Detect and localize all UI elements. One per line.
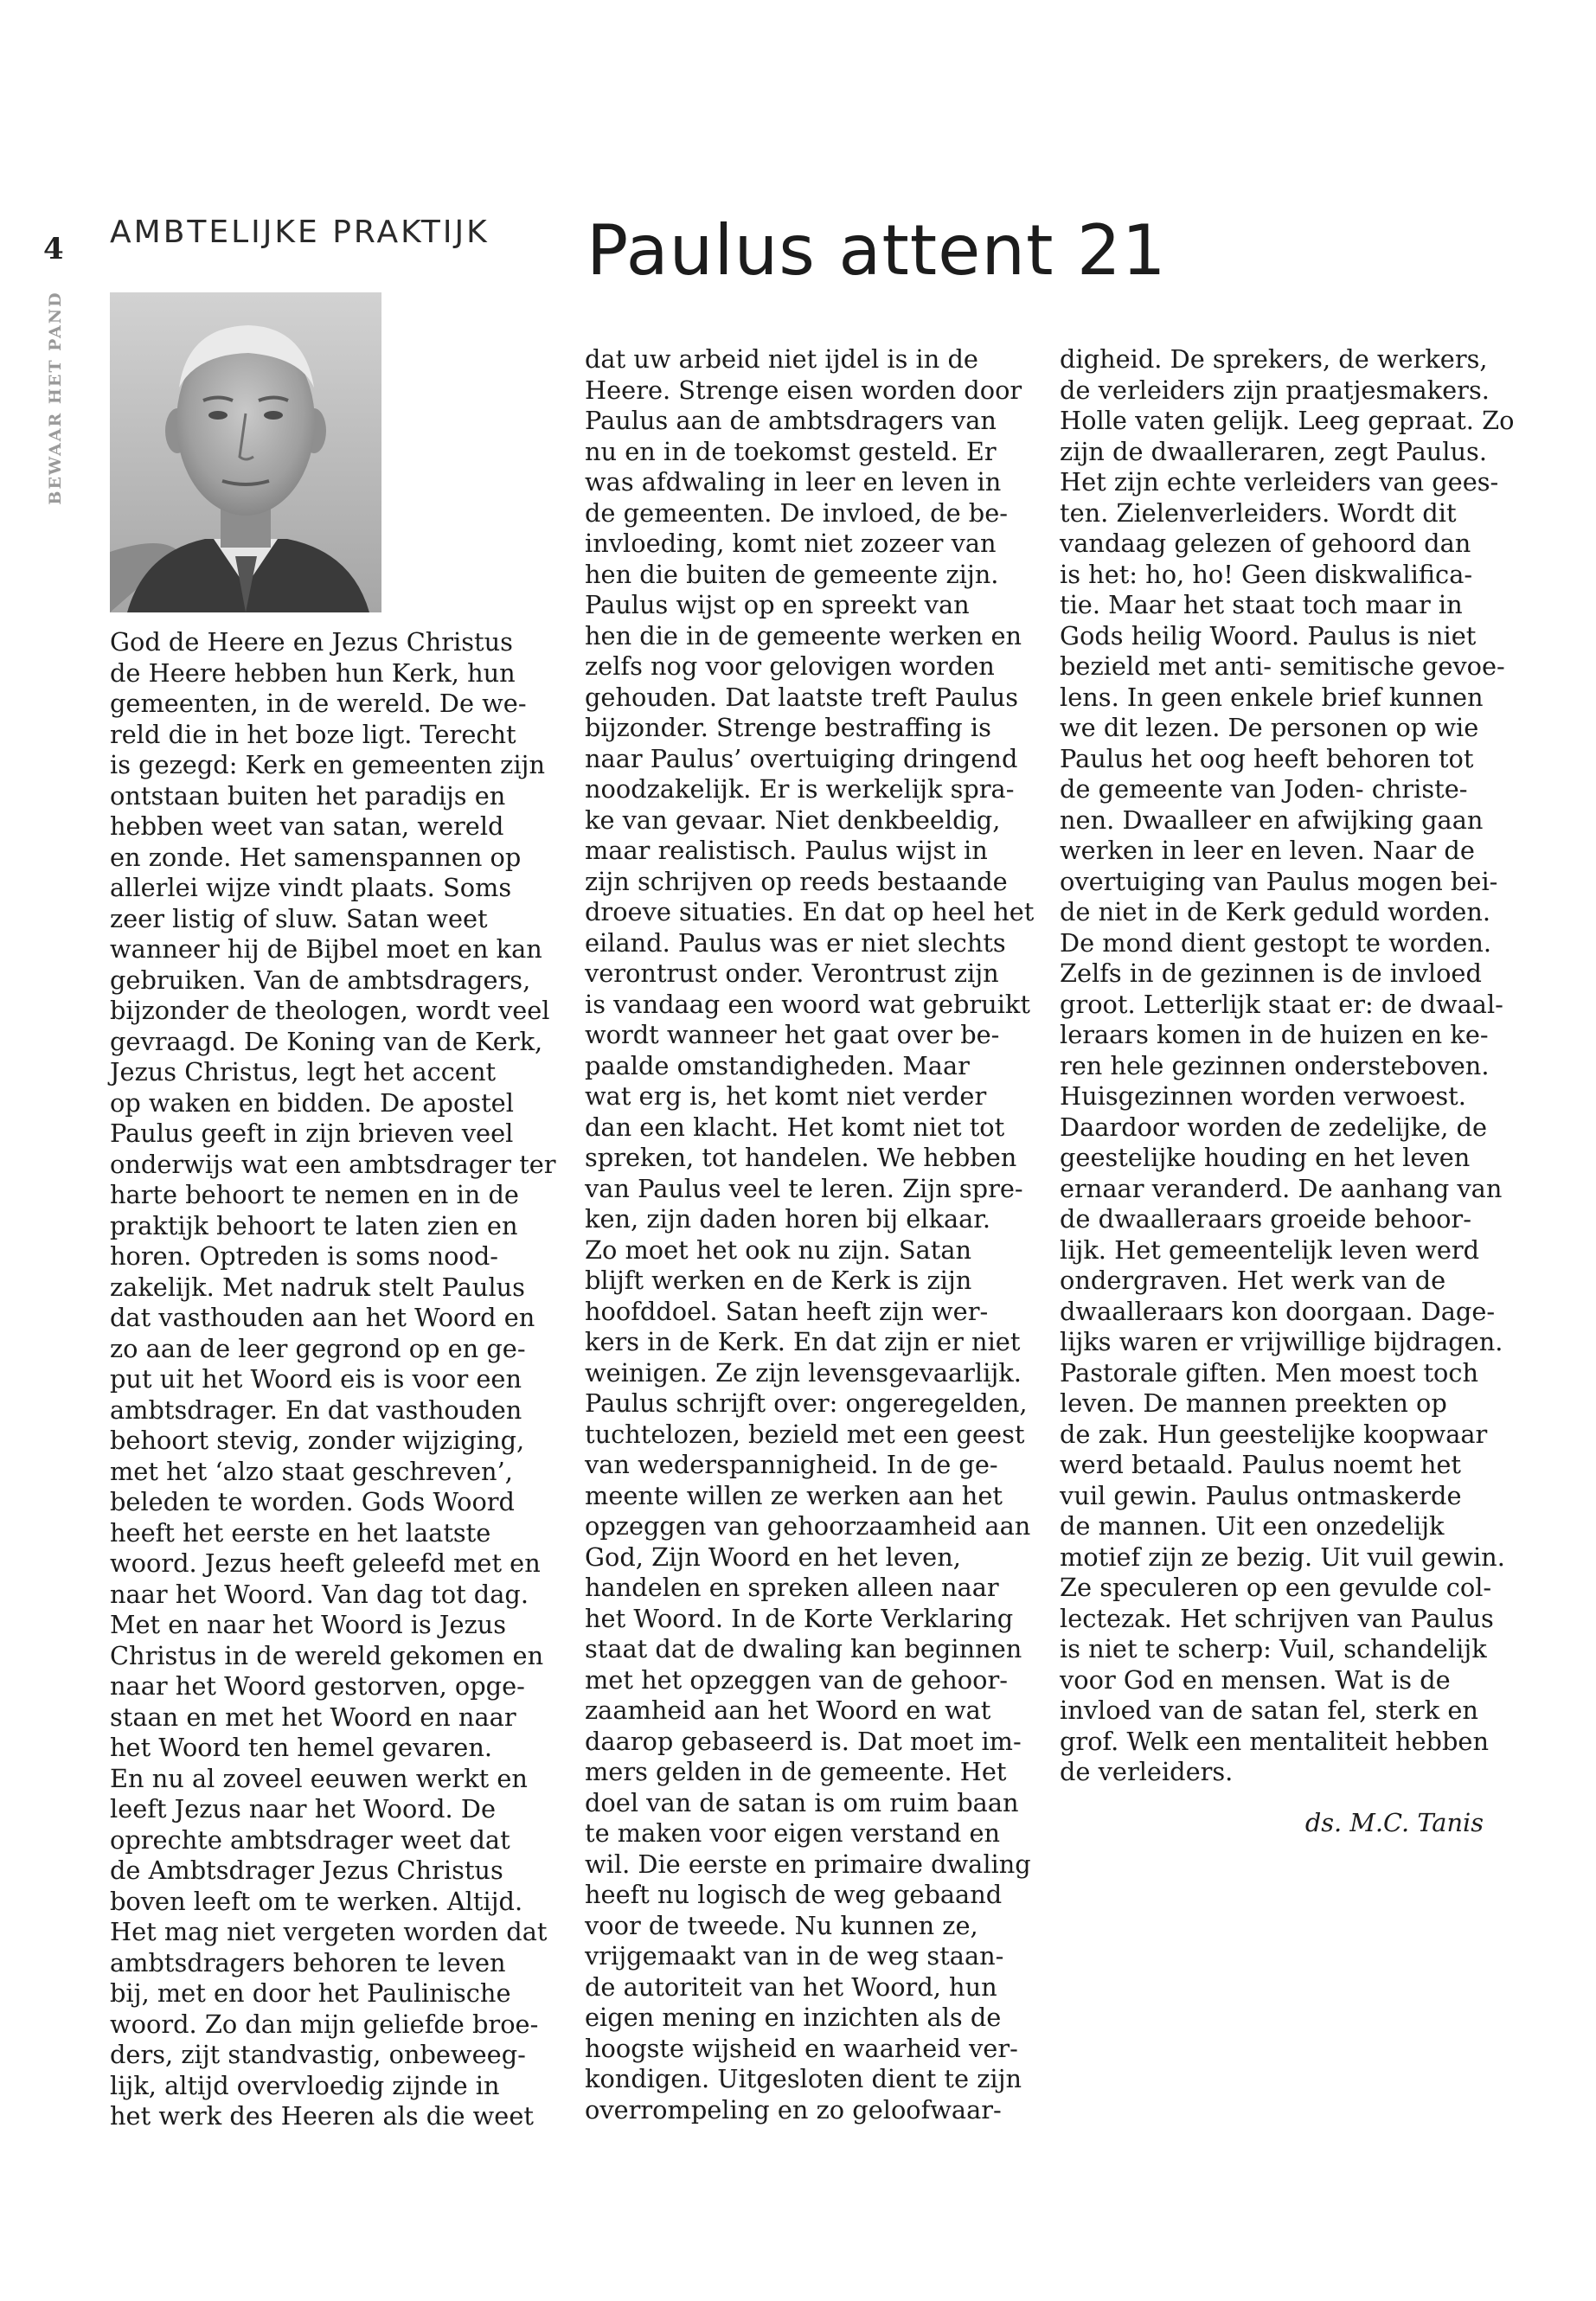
text-line: staan en met het Woord en naar <box>110 1702 516 1732</box>
text-line: de zak. Hun geestelijke koopwaar <box>1060 1419 1488 1449</box>
text-line: zijn schrijven op reeds bestaande <box>585 866 1008 896</box>
text-line: de autoriteit van het Woord, hun <box>585 1971 997 2002</box>
text-line: God de Heere en Jezus Christus <box>110 627 513 657</box>
text-line: leven. De mannen preekten op <box>1060 1388 1447 1418</box>
text-line: lijk. Het gemeentelijk leven werd <box>1060 1234 1480 1265</box>
text-line: was afdwaling in leer en leven in <box>585 467 1002 497</box>
text-line: spreken, tot handelen. We hebben <box>585 1143 1017 1172</box>
text-line: mers gelden in de gemeente. Het <box>585 1757 1007 1786</box>
text-line: allerlei wijze vindt plaats. Soms <box>110 873 512 902</box>
text-line: hoogste wijsheid en waarheid ver- <box>585 2033 1018 2063</box>
text-line: het werk des Heeren als die weet <box>110 2101 534 2131</box>
text-line: wil. Die eerste en primaire dwaling <box>585 1849 1031 1879</box>
text-line: hebben weet van satan, wereld <box>110 811 504 841</box>
text-line: vuil gewin. Paulus ontmaskerde <box>1060 1480 1462 1510</box>
text-line: Zo moet het ook nu zijn. Satan <box>585 1234 972 1265</box>
text-line: we dit lezen. De personen op wie <box>1060 713 1479 742</box>
text-line: werken in leer en leven. Naar de <box>1060 836 1475 865</box>
text-line: dwaalleraars kon doorgaan. Dage- <box>1060 1296 1496 1326</box>
text-line: zakelijk. Met nadruk stelt Paulus <box>110 1272 525 1302</box>
text-line: ernaar veranderd. De aanhang van <box>1060 1173 1503 1203</box>
text-line: Het zijn echte verleiders van gees- <box>1060 467 1499 497</box>
text-line: ontstaan buiten het paradijs en <box>110 780 506 811</box>
text-line: lijk, altijd overvloedig zijnde in <box>110 2070 500 2100</box>
text-line: bij, met en door het Paulinische <box>110 1978 511 2008</box>
text-line: nen. Dwaalleer en afwijking gaan <box>1060 804 1484 835</box>
text-line: paalde omstandigheden. Maar <box>585 1050 970 1080</box>
text-line: noodzakelijk. Er is werkelijk spra- <box>585 774 1015 804</box>
text-line: de verleiders. <box>1060 1757 1234 1786</box>
text-line: en zonde. Het samenspannen op <box>110 842 522 872</box>
text-line: kondigen. Uitgesloten dient te zijn <box>585 2064 1022 2093</box>
text-line: onderwijs wat een ambtsdrager ter <box>110 1149 556 1179</box>
text-line: zijn de dwaalleraren, zegt Paulus. <box>1060 436 1487 466</box>
text-line: hen die buiten de gemeente zijn. <box>585 559 999 589</box>
author-portrait-photo <box>110 292 381 612</box>
text-line: Paulus wijst op en spreekt van <box>585 590 970 619</box>
text-line: van Paulus veel te leren. Zijn spre- <box>585 1173 1023 1203</box>
text-line: ambtsdrager. En dat vasthouden <box>110 1394 522 1425</box>
text-line: Christus in de wereld gekomen en <box>110 1640 544 1670</box>
text-line: wat erg is, het komt niet verder <box>585 1081 987 1111</box>
text-line: werd betaald. Paulus noemt het <box>1060 1450 1461 1479</box>
text-line: put uit het Woord eis is voor een <box>110 1364 522 1394</box>
text-line: heeft nu logisch de weg gebaand <box>585 1880 1003 1909</box>
author-signature: ds. M.C. Tanis <box>1304 1808 1484 1837</box>
text-line: vandaag gelezen of gehoord dan <box>1060 529 1471 558</box>
text-line: Ze speculeren op een gevulde col- <box>1060 1573 1492 1602</box>
article-column-1 <box>110 627 556 2132</box>
text-line: bijzonder de theologen, wordt veel <box>110 996 550 1025</box>
article-column-3 <box>1060 344 1514 1788</box>
text-line: dat uw arbeid niet ijdel is in de <box>585 344 978 374</box>
text-line: tuchtelozen, bezield met een geest <box>585 1419 1025 1449</box>
text-line: de Ambtsdrager Jezus Christus <box>110 1856 503 1885</box>
text-line: te maken voor eigen verstand en <box>585 1818 1001 1848</box>
section-label: AMBTELIJKE PRAKTIJK <box>110 215 490 250</box>
text-line: wordt wanneer het gaat over be- <box>585 1020 1000 1049</box>
text-line: woord. Jezus heeft geleefd met en <box>110 1548 541 1578</box>
text-line: Met en naar het Woord is Jezus <box>110 1610 507 1639</box>
text-line: Huisgezinnen worden verwoest. <box>1060 1081 1466 1111</box>
text-line: nu en in de toekomst gesteld. Er <box>585 436 997 466</box>
text-line: ondergraven. Het werk van de <box>1060 1266 1446 1295</box>
text-line: heeft het eerste en het laatste <box>110 1517 491 1548</box>
text-line: boven leeft om te werken. Altijd. <box>110 1886 523 1916</box>
text-line: ders, zijt standvastig, onbeweeg- <box>110 2040 526 2069</box>
text-line: de verleiders zijn praatjesmakers. <box>1060 375 1490 405</box>
text-line: grof. Welk een mentaliteit hebben <box>1060 1726 1490 1756</box>
text-line: Paulus het oog heeft behoren tot <box>1060 743 1474 773</box>
text-line: de dwaalleraars groeide behoor- <box>1060 1204 1471 1234</box>
text-line: is gezegd: Kerk en gemeenten zijn <box>110 750 546 779</box>
text-line: is niet te scherp: Vuil, schandelijk <box>1060 1634 1487 1663</box>
text-line: praktijk behoort te laten zien en <box>110 1210 518 1240</box>
text-line: ke van gevaar. Niet denkbeeldig, <box>585 804 1001 835</box>
text-line: van wederspannigheid. In de ge- <box>585 1450 998 1479</box>
text-line: de niet in de Kerk geduld worden. <box>1060 897 1491 926</box>
text-line: wanneer hij de Bijbel moet en kan <box>110 934 542 964</box>
text-line: meente willen ze werken aan het <box>585 1480 1003 1510</box>
text-line: zeer listig of sluw. Satan weet <box>110 903 488 933</box>
text-line: dat vasthouden aan het Woord en <box>110 1303 535 1332</box>
text-line: horen. Optreden is soms nood- <box>110 1241 499 1271</box>
text-line: is het: ho, ho! Geen diskwalifica- <box>1060 559 1473 589</box>
text-line: de Heere hebben hun Kerk, hun <box>110 657 516 688</box>
text-line: maar realistisch. Paulus wijst in <box>585 836 988 865</box>
text-line: kers in de Kerk. En dat zijn er niet <box>585 1327 1021 1356</box>
text-line: geestelijke houding en het leven <box>1060 1143 1471 1172</box>
text-line: ambtsdragers behoren te leven <box>110 1947 506 1977</box>
text-line: naar het Woord gestorven, opge- <box>110 1671 525 1701</box>
text-line: zelfs nog voor gelovigen worden <box>585 651 995 681</box>
text-line: groot. Letterlijk staat er: de dwaal- <box>1060 989 1503 1019</box>
text-line: God, Zijn Woord en het leven, <box>585 1541 961 1572</box>
text-line: behoort stevig, zonder wijziging, <box>110 1426 525 1455</box>
text-line: Gods heilig Woord. Paulus is niet <box>1060 620 1477 651</box>
text-line: Heere. Strenge eisen worden door <box>585 375 1022 405</box>
text-line: overrompeling en zo geloofwaar- <box>585 2094 1002 2125</box>
text-line: doel van de satan is om ruim baan <box>585 1787 1019 1817</box>
text-line: de gemeenten. De invloed, de be- <box>585 497 1008 528</box>
text-line: met het opzeggen van de gehoor- <box>585 1664 1008 1695</box>
text-line: met het ‘alzo staat geschreven’, <box>110 1456 513 1486</box>
text-line: gehouden. Dat laatste treft Paulus <box>585 682 1018 712</box>
text-line: eiland. Paulus was er niet slechts <box>585 927 1006 958</box>
text-line: hoofddoel. Satan heeft zijn wer- <box>585 1296 989 1326</box>
text-line: Zelfs in de gezinnen is de invloed <box>1060 958 1482 988</box>
text-line: De mond dient gestopt te worden. <box>1060 927 1492 958</box>
text-line: ten. Zielenverleiders. Wordt dit <box>1060 497 1457 528</box>
text-line: is vandaag een woord wat gebruikt <box>585 989 1030 1019</box>
text-line: vrijgemaakt van in de weg staan- <box>585 1941 1004 1971</box>
text-line: weinigen. Ze zijn levensgevaarlijk. <box>585 1357 1022 1388</box>
page-number: 4 <box>43 232 64 266</box>
text-line: Paulus geeft in zijn brieven veel <box>110 1118 514 1148</box>
text-line: oprechte ambtsdrager weet dat <box>110 1824 510 1855</box>
text-line: motief zijn ze bezig. Uit vuil gewin. <box>1060 1541 1505 1572</box>
text-line: bezield met anti- semitische gevoe- <box>1060 651 1505 681</box>
text-line: dan een klacht. Het komt niet tot <box>585 1112 1005 1142</box>
text-line: voor de tweede. Nu kunnen ze, <box>585 1910 978 1940</box>
text-line: leraars komen in de huizen en ke- <box>1060 1020 1489 1049</box>
text-line: Paulus aan de ambtsdragers van <box>585 406 997 435</box>
text-line: tie. Maar het staat toch maar in <box>1060 590 1463 619</box>
text-line: Het mag niet vergeten worden dat <box>110 1917 548 1946</box>
text-line: voor God en mensen. Wat is de <box>1060 1664 1451 1695</box>
text-line: ren hele gezinnen ondersteboven. <box>1060 1050 1490 1080</box>
text-line: lijks waren er vrijwillige bijdragen. <box>1060 1327 1503 1356</box>
text-line: reld die in het boze ligt. Terecht <box>110 719 516 749</box>
text-line: Paulus schrijft over: ongeregelden, <box>585 1388 1028 1418</box>
article-column-2 <box>585 344 1034 2125</box>
text-line: naar het Woord. Van dag tot dag. <box>110 1579 529 1609</box>
text-line: de mannen. Uit een onzedelijk <box>1060 1511 1445 1541</box>
text-line: Jezus Christus, legt het accent <box>110 1057 497 1086</box>
text-line: opzeggen van gehoorzaamheid aan <box>585 1511 1031 1541</box>
text-line: droeve situaties. En dat op heel het <box>585 897 1035 926</box>
text-line: invloeding, komt niet zozeer van <box>585 529 997 558</box>
text-line: daarop gebaseerd is. Dat moet im- <box>585 1726 1022 1756</box>
text-line: blijft werken en de Kerk is zijn <box>585 1266 972 1295</box>
text-line: digheid. De sprekers, de werkers, <box>1060 344 1488 374</box>
text-line: lectezak. Het schrijven van Paulus <box>1060 1603 1494 1633</box>
text-line: harte behoort te nemen en in de <box>110 1180 519 1209</box>
text-line: hen die in de gemeente werken en <box>585 620 1022 651</box>
text-line: zaamheid aan het Woord en wat <box>585 1695 991 1725</box>
running-head-text: BEWAAR HET PAND <box>46 291 65 505</box>
text-line: woord. Zo dan mijn geliefde broe- <box>110 2009 539 2039</box>
text-line: gevraagd. De Koning van de Kerk, <box>110 1026 543 1056</box>
text-line: eigen mening en inzichten als de <box>585 2003 1002 2032</box>
text-line: gebruiken. Van de ambtsdragers, <box>110 965 531 995</box>
text-line: gemeenten, in de wereld. De we- <box>110 689 527 718</box>
text-line: leeft Jezus naar het Woord. De <box>110 1794 496 1823</box>
running-head <box>38 291 73 505</box>
text-line: lens. In geen enkele brief kunnen <box>1060 682 1484 712</box>
text-line: op waken en bidden. De apostel <box>110 1087 514 1118</box>
text-line: beleden te worden. Gods Woord <box>110 1487 515 1516</box>
text-line: de gemeente van Joden- christe- <box>1060 774 1468 804</box>
text-line: bijzonder. Strenge bestraffing is <box>585 713 991 742</box>
text-line: En nu al zoveel eeuwen werkt en <box>110 1763 528 1793</box>
text-line: overtuiging van Paulus mogen bei- <box>1060 866 1498 896</box>
text-line: het Woord. In de Korte Verklaring <box>585 1603 1014 1633</box>
text-line: verontrust onder. Verontrust zijn <box>585 958 999 988</box>
article-title: Paulus attent 21 <box>586 210 1167 291</box>
text-line: handelen en spreken alleen naar <box>585 1573 999 1602</box>
text-line: het Woord ten hemel gevaren. <box>110 1733 493 1762</box>
text-line: naar Paulus’ overtuiging dringend <box>585 743 1018 773</box>
text-line: staat dat de dwaling kan beginnen <box>585 1634 1022 1663</box>
text-line: zo aan de leer gegrond op en ge- <box>110 1333 526 1363</box>
text-line: invloed van de satan fel, sterk en <box>1060 1695 1478 1725</box>
text-line: Holle vaten gelijk. Leeg gepraat. Zo <box>1060 406 1515 435</box>
text-line: Daardoor worden de zedelijke, de <box>1060 1112 1488 1142</box>
text-line: ken, zijn daden horen bij elkaar. <box>585 1204 991 1234</box>
text-line: Pastorale giften. Men moest toch <box>1060 1357 1479 1388</box>
